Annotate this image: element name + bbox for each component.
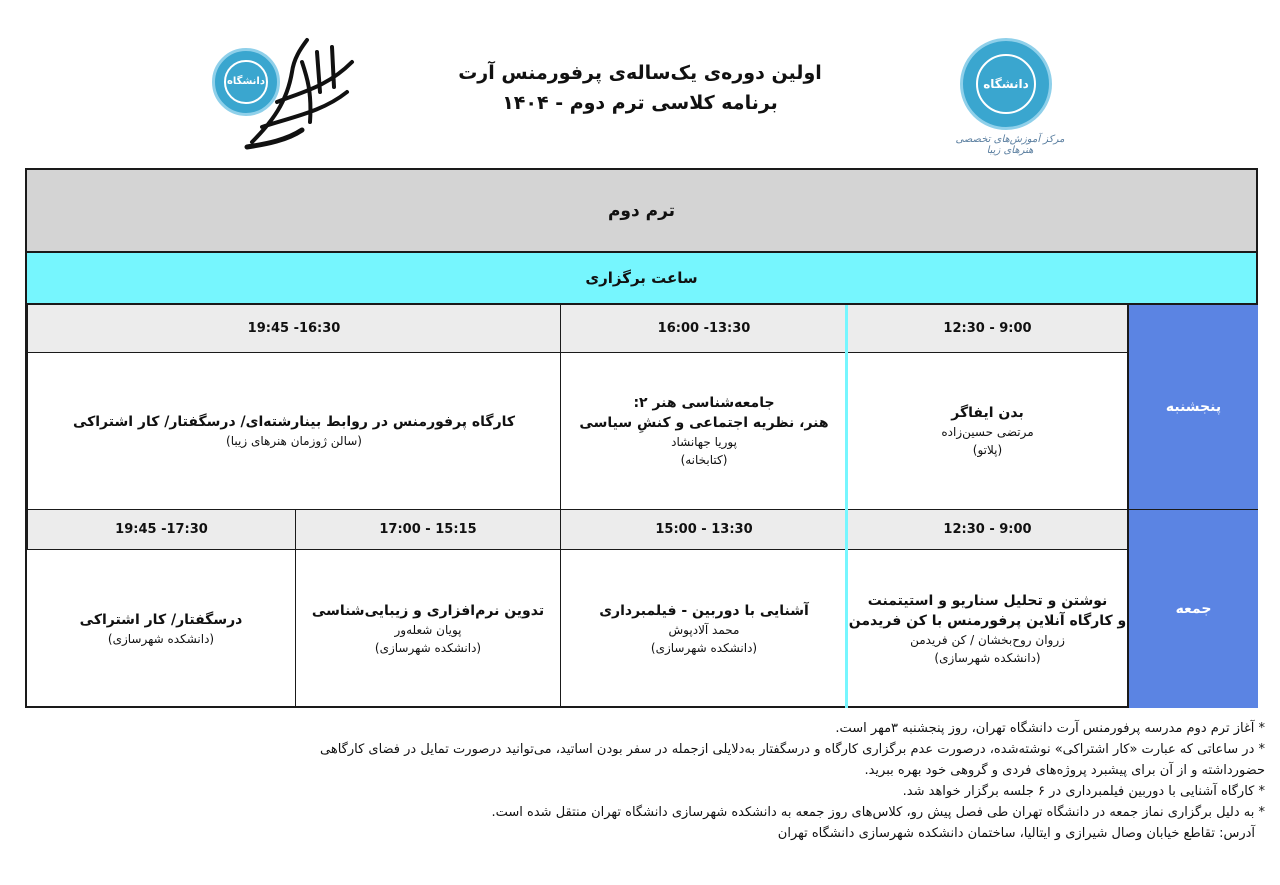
note-line: * در ساعاتی که عبارت «کار اشتراکی» نوشته‌شده، درصورت عدم برگزاری کارگاه و درسگفتار به‌دلایلی ازجمله در سفر بودن اساتید، می‌توانید درصورت تمایل در فضای کارگاهی bbox=[320, 742, 1265, 757]
class-teacher: مرتضی حسین‌زاده bbox=[941, 425, 1034, 439]
time-friday-3: 15:15 - 17:00 bbox=[295, 510, 560, 550]
fine-arts-calligraphy-logo bbox=[232, 32, 362, 152]
time-friday-2: 13:30 - 15:00 bbox=[560, 510, 847, 550]
class-cell bbox=[560, 353, 847, 510]
time-thursday-2: 13:30- 16:00 bbox=[560, 305, 847, 353]
class-cell bbox=[27, 550, 295, 708]
class-teacher: زروان روح‌بخشان / کن فریدمن bbox=[910, 633, 1065, 647]
note-line: * آغاز ترم دوم مدرسه پرفورمنس آرت دانشگاه تهران، روز پنجشنبه ۳مهر است. bbox=[835, 721, 1265, 736]
class-location: (پلاتو) bbox=[972, 443, 1003, 457]
address-line: آدرس: تقاطع خیابان وصال شیرازی و ایتالیا، ساختمان دانشکده شهرسازی دانشگاه تهران bbox=[777, 826, 1255, 841]
schedule-table bbox=[25, 168, 1258, 708]
class-title: درسگفتار/ کار اشتراکی bbox=[79, 612, 243, 628]
note-line: * کارگاه آشنایی با دوربین فیلمبرداری در ۶ جلسه برگزار خواهد شد. bbox=[902, 784, 1265, 799]
hours-header: ساعت برگزاری bbox=[27, 253, 1256, 305]
class-title: نوشتن و تحلیل سناریو و استیتمنت bbox=[867, 593, 1108, 609]
class-teacher: محمد آلادپوش bbox=[668, 623, 740, 637]
day-thursday: پنجشنبه bbox=[1127, 305, 1258, 510]
time-friday-1: 9:00 - 12:30 bbox=[847, 510, 1127, 550]
logo-caption: مرکز آموزش‌های تخصصی هنرهای زیبا bbox=[955, 134, 1065, 156]
class-teacher: پویان شعله‌ور bbox=[394, 623, 462, 637]
class-title: و کارگاه آنلاین پرفورمنس با کن فریدمن bbox=[848, 613, 1127, 629]
notes bbox=[50, 718, 1265, 844]
note-line: حضورداشته و از آن برای پیشبرد پروژه‌های فردی و گروهی خود بهره ببرید. bbox=[864, 763, 1265, 778]
class-location: (سالن ژوزمان هنرهای زیبا) bbox=[226, 434, 362, 448]
page-title bbox=[420, 58, 860, 118]
column-divider bbox=[845, 305, 848, 708]
header bbox=[0, 0, 1280, 165]
time-friday-4: 17:30- 19:45 bbox=[27, 510, 295, 550]
class-title: جامعه‌شناسی هنر ۲: bbox=[633, 395, 775, 411]
time-thursday-3: 16:30- 19:45 bbox=[27, 305, 560, 353]
title-line-2: برنامه کلاسی ترم دوم - ۱۴۰۴ bbox=[502, 92, 778, 114]
class-title: کارگاه پرفورمنس در روابط بینارشته‌ای/ درسگفتار/ کار اشتراکی bbox=[72, 414, 516, 430]
university-logo-right bbox=[960, 38, 1052, 130]
title-line-1: اولین دوره‌ی یک‌ساله‌ی پرفورمنس آرت bbox=[458, 62, 822, 84]
logo-text: دانشگاه bbox=[983, 77, 1029, 91]
class-cell bbox=[295, 550, 560, 708]
day-friday: جمعه bbox=[1127, 510, 1258, 708]
class-location: (دانشکده شهرسازی) bbox=[650, 641, 758, 655]
class-cell bbox=[27, 353, 560, 510]
class-teacher: پوریا جهانشاد bbox=[671, 435, 737, 449]
class-cell bbox=[847, 550, 1127, 708]
class-cell bbox=[560, 550, 847, 708]
class-location: (دانشکده شهرسازی) bbox=[934, 651, 1041, 665]
class-location: (دانشکده شهرسازی) bbox=[374, 641, 482, 655]
class-title: بدن ایفاگر bbox=[951, 405, 1024, 421]
class-location: (کتابخانه) bbox=[680, 453, 728, 467]
class-location: (دانشکده شهرسازی) bbox=[107, 632, 215, 646]
time-thursday-1: 9:00 - 12:30 bbox=[847, 305, 1127, 353]
class-title: هنر، نظریه اجتماعی و کنشِ سیاسی bbox=[579, 415, 829, 431]
term-header: ترم دوم bbox=[27, 170, 1256, 253]
note-line: * به دلیل برگزاری نماز جمعه در دانشگاه تهران طی فصل پیش رو، کلاس‌های روز جمعه به دانشکده شهرسازی دانشگاه تهران منتقل شده است. bbox=[491, 805, 1265, 820]
class-title: تدوین نرم‌افزاری و زیبایی‌شناسی bbox=[311, 603, 545, 619]
class-cell bbox=[847, 353, 1127, 510]
logo-text: دانشگاه bbox=[227, 76, 265, 88]
class-title: آشنایی با دوربین - فیلمبرداری bbox=[599, 603, 809, 619]
